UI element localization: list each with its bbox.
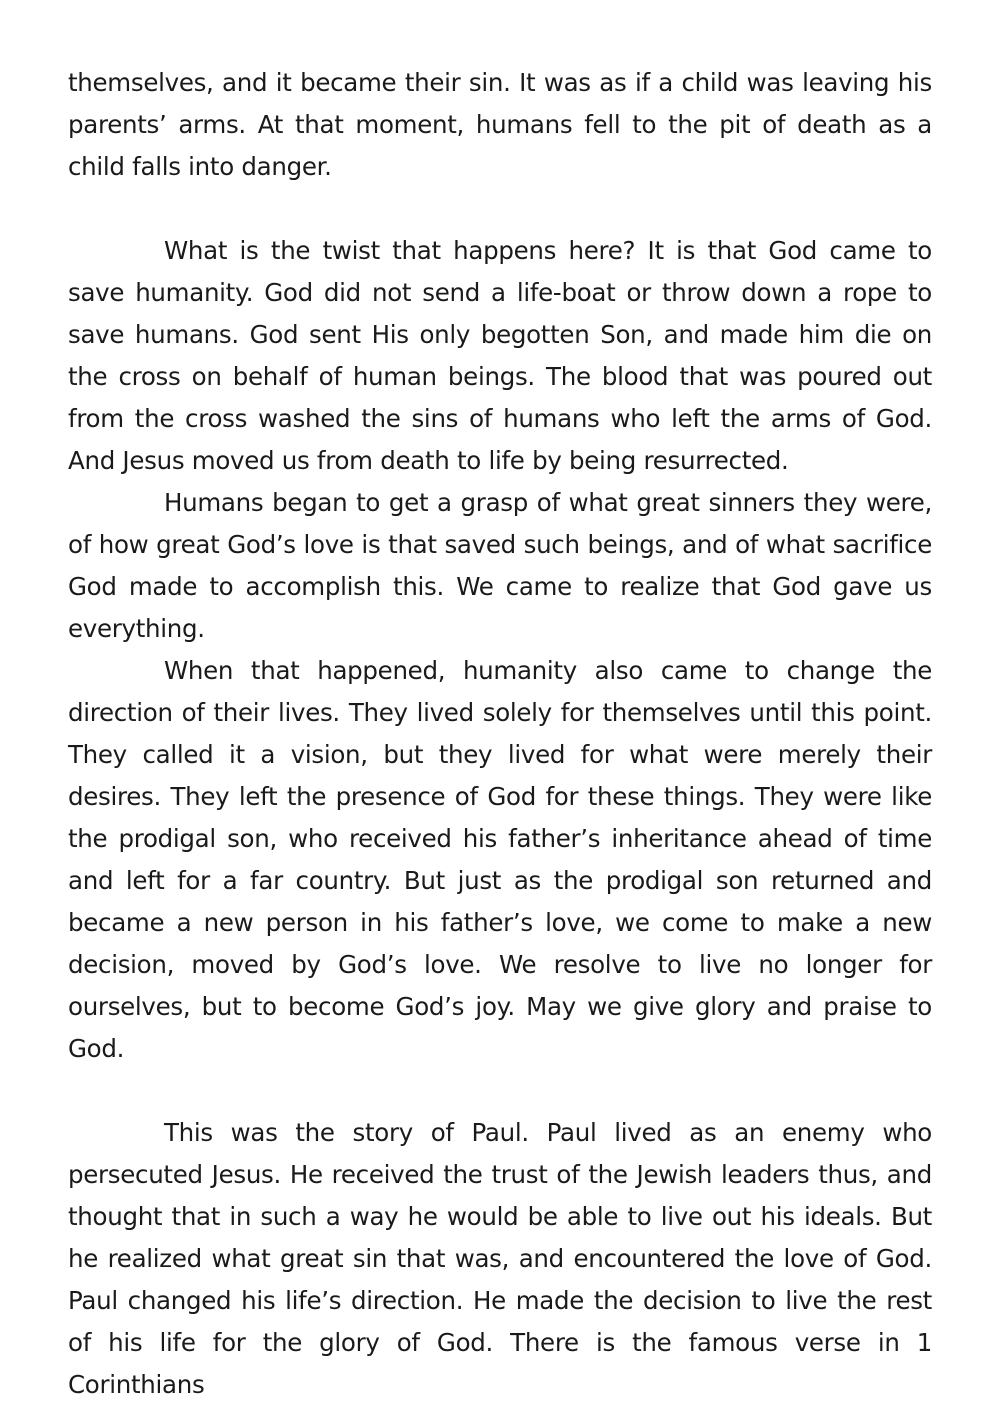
- paragraph-3: Humans began to get a grasp of what great sinners they were, of how great God’s love is that saved such beings, and of what sacrifice God made to accomplish this. We came to realize that God gave us everything.: [68, 488, 932, 643]
- paragraph-5: This was the story of Paul. Paul lived as an enemy who persecuted Jesus. He received the trust of the Jewish leaders thus, and thought that in such a way he would be able to live out his ideals. But he realized what great sin that was, and encountered the love of God. Paul changed his life’s direction. He made the decision to live the rest of his life for the glory of God. There is the famous verse in 1 Corinthians: [68, 1118, 932, 1399]
- paragraph-1: themselves, and it became their sin. It was as if a child was leaving his parents’ arms. At that moment, humans fell to the pit of death as a child falls into danger.: [68, 68, 932, 181]
- document-page: [68, 62, 932, 1406]
- paragraph-2: What is the twist that happens here? It is that God came to save humanity. God did not send a life-boat or throw down a rope to save humans. God sent His only begotten Son, and made him die on the cross on behalf of human beings. The blood that was poured out from the cross washed the sins of humans who left the arms of God. And Jesus moved us from death to life by being resurrected.: [68, 236, 932, 475]
- paragraph-4: When that happened, humanity also came to change the direction of their lives. They lived solely for themselves until this point. They called it a vision, but they lived for what were merely their desires. They left the presence of God for these things. They were like the prodigal son, who received his father’s inheritance ahead of time and left for a far country. But just as the prodigal son returned and became a new person in his father’s love, we come to make a new decision, moved by God’s love. We resolve to live no longer for ourselves, but to become God’s joy. May we give glory and praise to God.: [68, 656, 932, 1063]
